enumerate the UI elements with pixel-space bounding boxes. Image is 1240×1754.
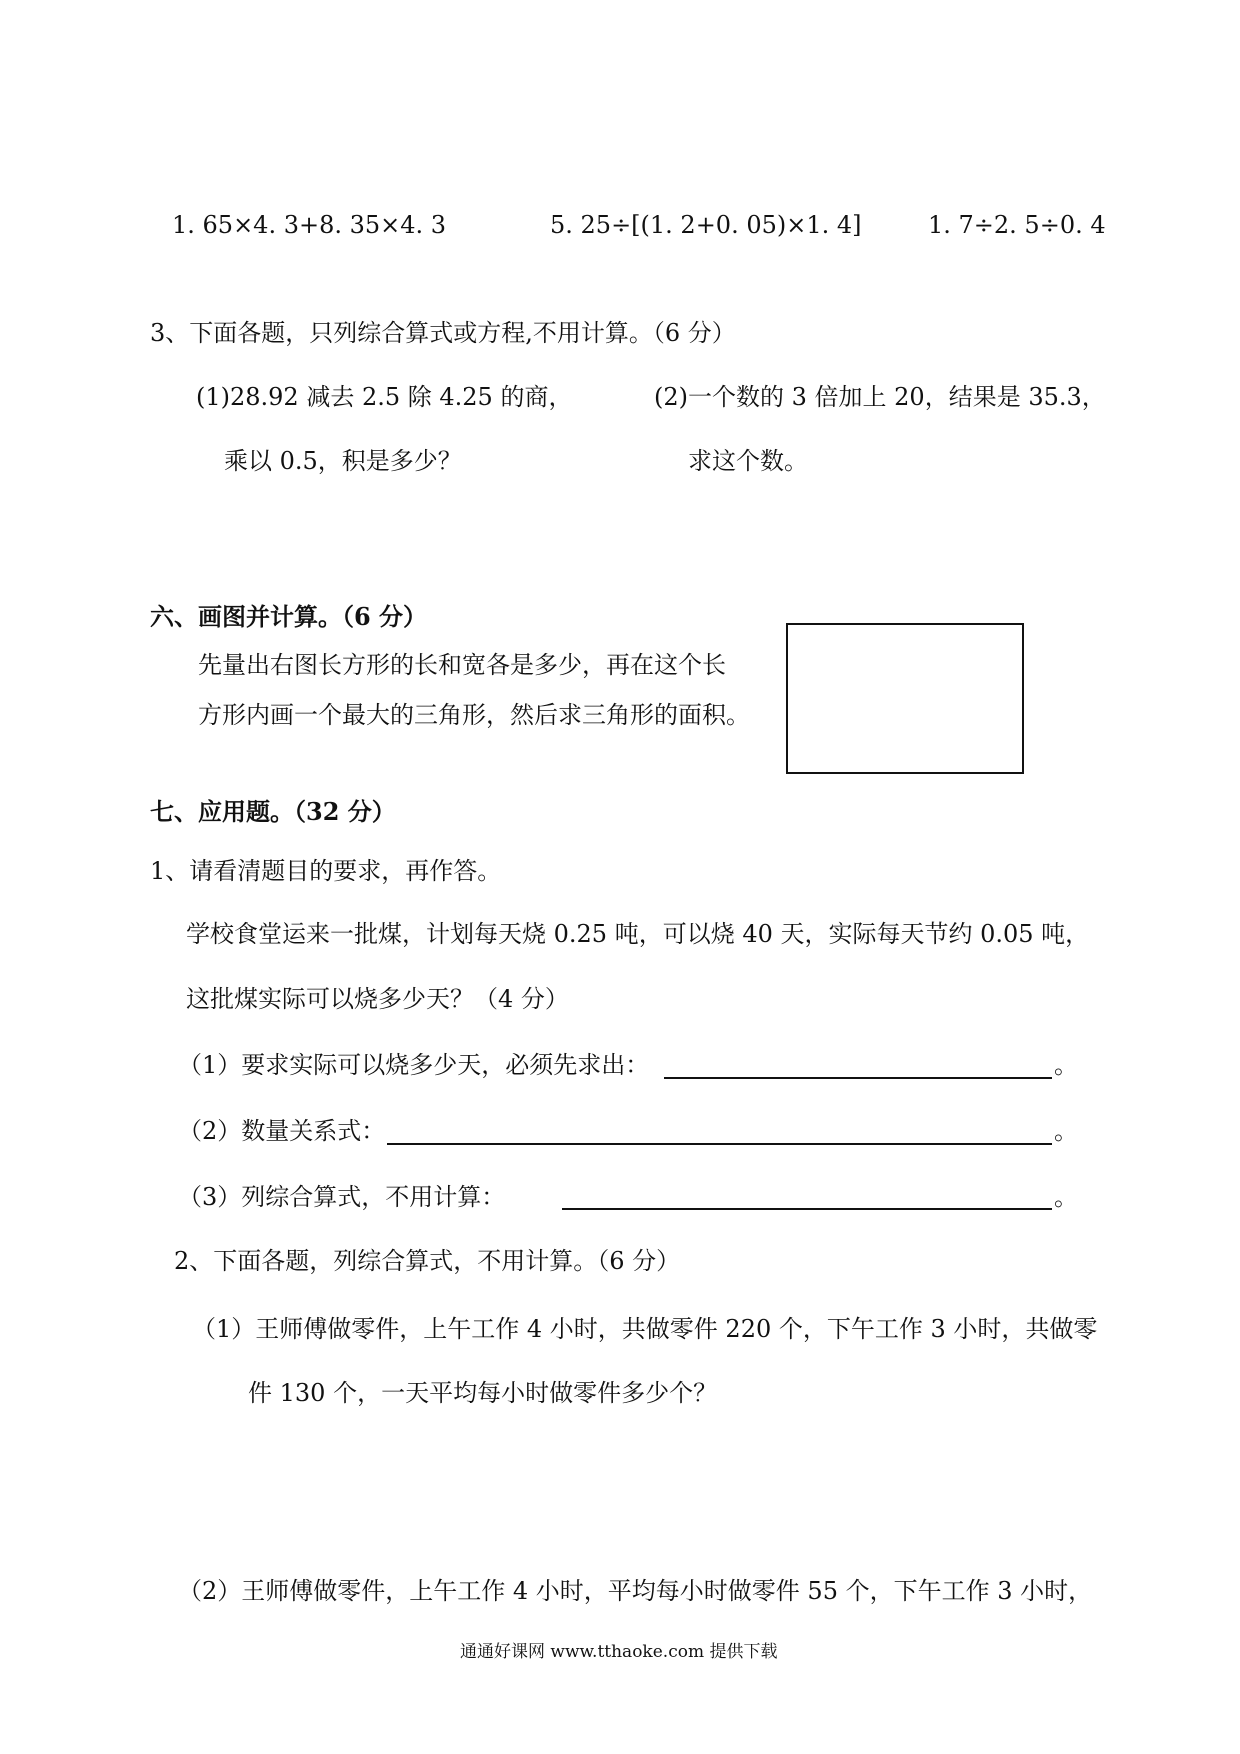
section-7-q2-part1-line2: 件 130 个，一天平均每小时做零件多少个？ (248, 1379, 718, 1407)
section-6-line2: 方形内画一个最大的三角形，然后求三角形的面积。 (198, 701, 750, 729)
question-3-part1-line1: (1)28.92 减去 2.5 除 4.25 的商， (196, 383, 573, 411)
expression-2: 5. 25÷[(1. 2+0. 05)×1. 4] (550, 211, 862, 239)
section-7-q2-heading: 2、下面各题，列综合算式，不用计算。（6 分） (174, 1247, 681, 1275)
answer-blank-2[interactable] (387, 1143, 1052, 1145)
rectangle-figure (786, 623, 1024, 774)
question-3-part1-line2: 乘以 0.5，积是多少？ (224, 447, 462, 475)
answer-blank-3[interactable] (562, 1208, 1052, 1210)
period-1: 。 (1054, 1051, 1078, 1079)
section-7-q2-part1-line1: （1）王师傅做零件，上午工作 4 小时，共做零件 220 个，下午工作 3 小时，共做零 (192, 1315, 1098, 1343)
footer-text: 通通好课网 www.tthaoke.com 提供下载 (460, 1642, 778, 1662)
section-7-q1-sub1: （1）要求实际可以烧多少天，必须先求出： (178, 1051, 650, 1079)
section-6-line1: 先量出右图长方形的长和宽各是多少，再在这个长 (198, 651, 726, 679)
section-7-q1-sub3: （3）列综合算式，不用计算： (178, 1183, 506, 1211)
answer-blank-1[interactable] (664, 1077, 1052, 1079)
question-3-heading: 3、下面各题，只列综合算式或方程,不用计算。（6 分） (150, 319, 736, 347)
question-3-part2-line2: 求这个数。 (688, 447, 808, 475)
period-2: 。 (1054, 1117, 1078, 1145)
section-7-q1-text-line2: 这批煤实际可以烧多少天？（4 分） (186, 985, 569, 1013)
section-6-heading: 六、画图并计算。（6 分） (150, 602, 428, 631)
expression-3: 1. 7÷2. 5÷0. 4 (928, 211, 1106, 239)
section-7-q1-sub2: （2）数量关系式： (178, 1117, 386, 1145)
section-7-q2-part2-line1: （2）王师傅做零件，上午工作 4 小时，平均每小时做零件 55 个，下午工作 3 小时， (178, 1577, 1093, 1605)
period-3: 。 (1054, 1183, 1078, 1211)
question-3-part2-line1: (2)一个数的 3 倍加上 20，结果是 35.3， (654, 383, 1106, 411)
section-7-q1-heading: 1、请看清题目的要求，再作答。 (150, 857, 502, 885)
expression-1: 1. 65×4. 3+8. 35×4. 3 (172, 211, 447, 239)
section-7-q1-text-line1: 学校食堂运来一批煤，计划每天烧 0.25 吨，可以烧 40 天，实际每天节约 0.05 吨， (186, 920, 1090, 948)
section-7-heading: 七、应用题。（32 分） (150, 797, 396, 826)
